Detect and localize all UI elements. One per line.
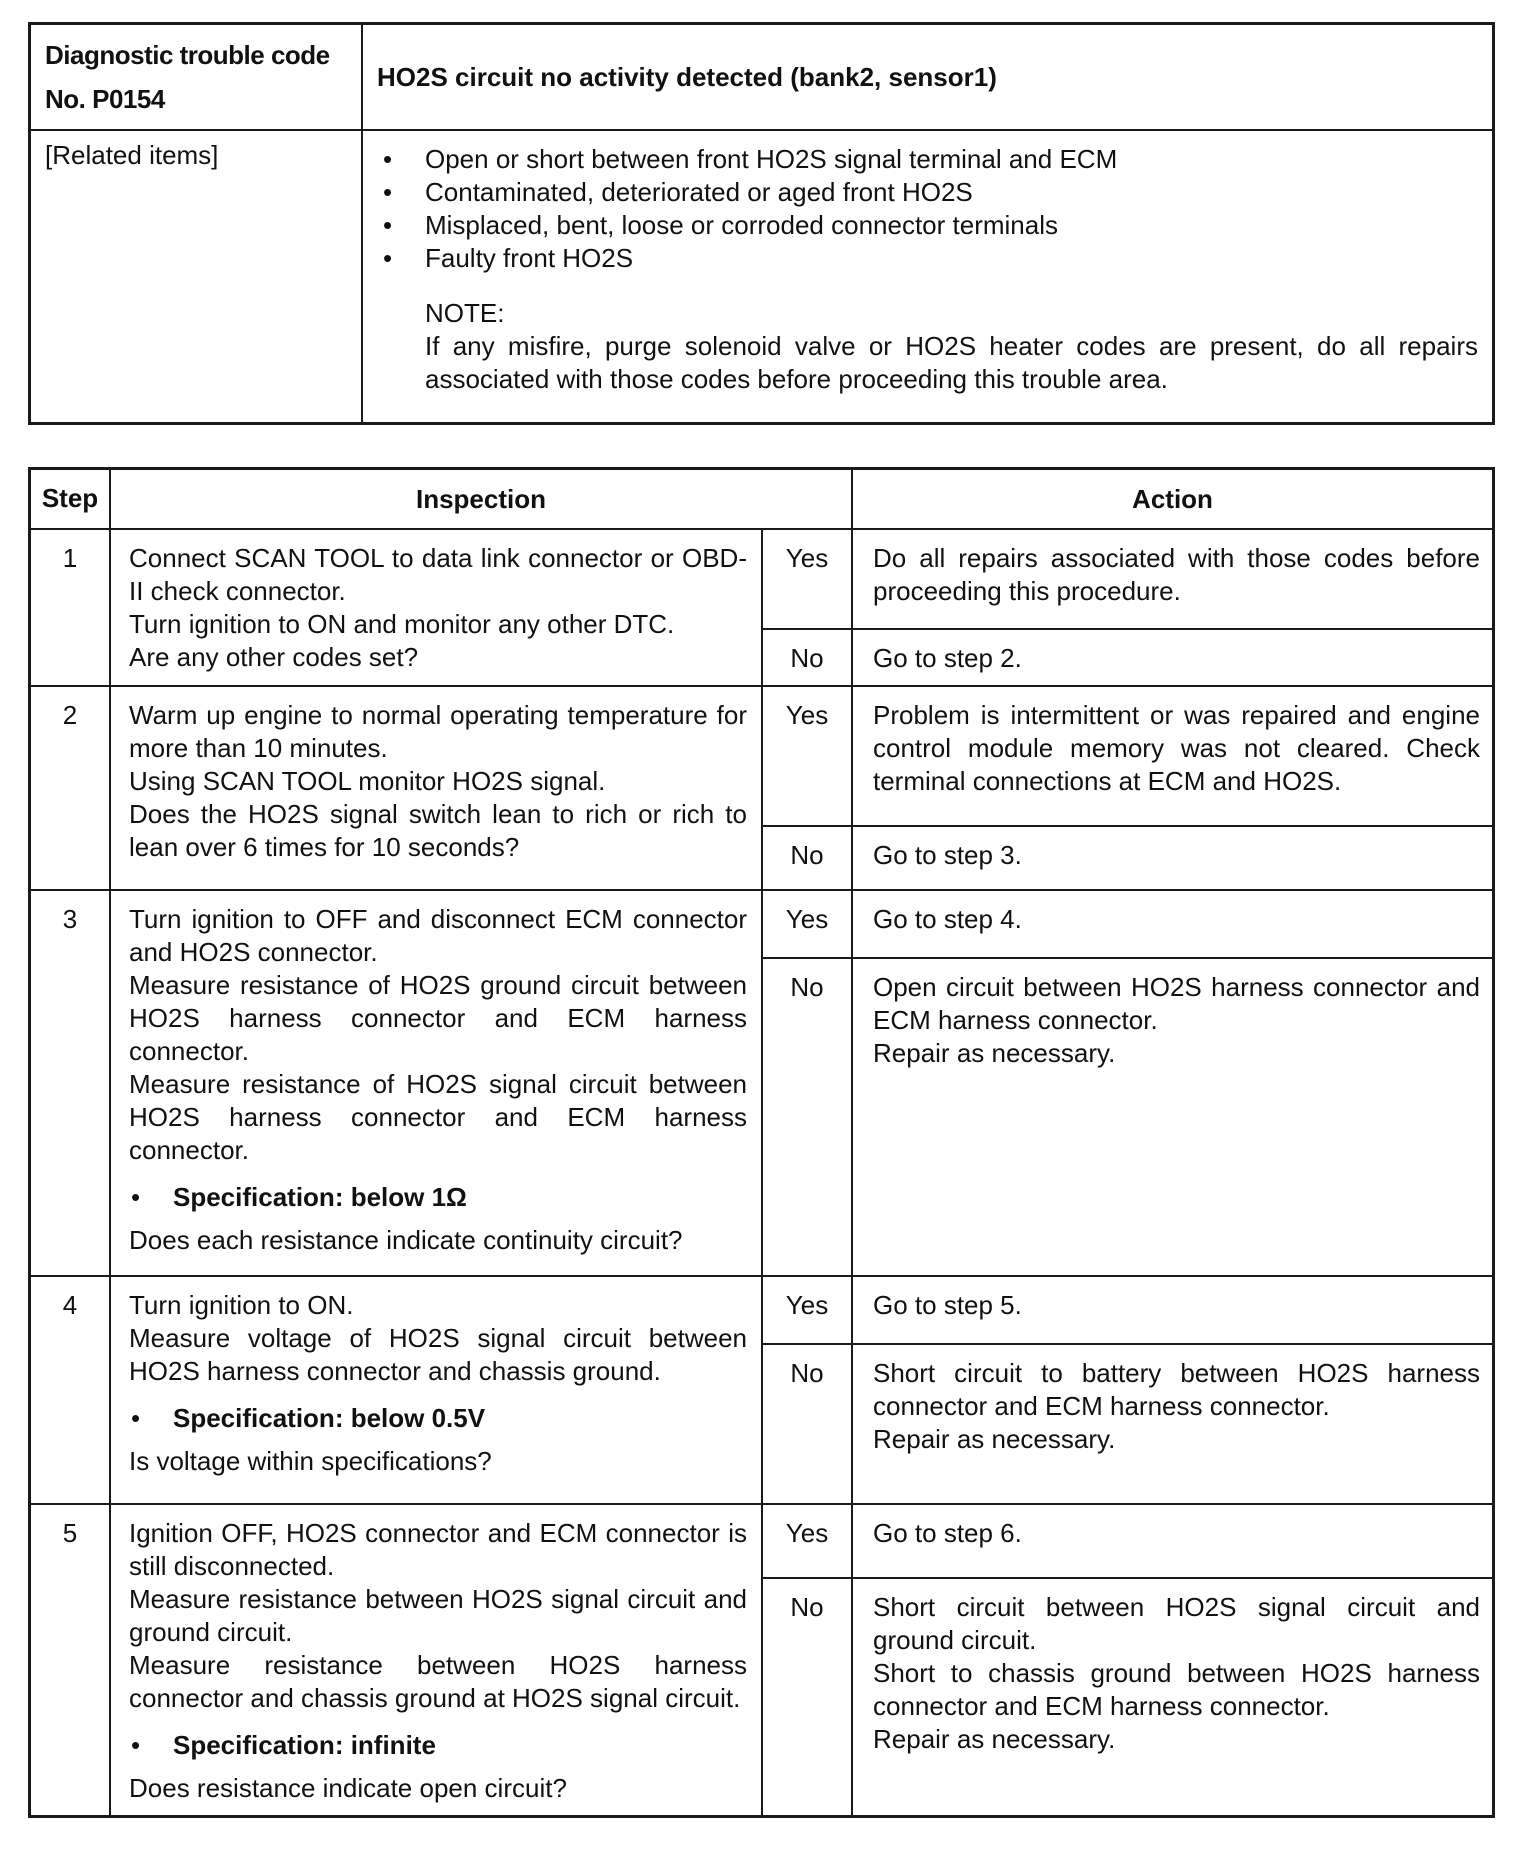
step-inspection [110, 529, 762, 686]
no-action-line: Repair as necessary. [873, 1724, 1116, 1755]
specification: • Specification: infinite [129, 1729, 747, 1762]
step-row [30, 686, 1494, 826]
no-action-line: Short circuit to battery between HO2S harness connector and ECM harness connector. [873, 1358, 1480, 1421]
no-action-line: Repair as necessary. [873, 1038, 1116, 1068]
no-action: Go to step 2. [852, 629, 1494, 686]
specification: • Specification: below 0.5V [129, 1402, 747, 1435]
inspection-question: Does each resistance indicate continuity circuit? [129, 1225, 683, 1255]
yes-label: Yes [762, 1276, 852, 1344]
dtc-header-row [30, 24, 1494, 131]
yes-label: Yes [762, 686, 852, 826]
step-number: 2 [30, 686, 111, 890]
inspection-line: Measure resistance of HO2S signal circuit between HO2S harness connector and ECM harness connector. [129, 1069, 747, 1165]
related-item: • Contaminated, deteriorated or aged front HO2S [377, 176, 1478, 209]
no-label: No [762, 958, 852, 1276]
inspection-line: Measure resistance between HO2S harness connector and chassis ground at HO2S signal circuit. [129, 1650, 747, 1713]
step-inspection [110, 1276, 762, 1504]
yes-action: Do all repairs associated with those codes before proceeding this procedure. [852, 529, 1494, 629]
no-action [852, 1344, 1494, 1504]
related-items-label: [Related items] [30, 130, 363, 423]
dtc-table [28, 22, 1495, 425]
related-items-list [377, 143, 1478, 275]
inspection-line: Turn ignition to ON. [129, 1290, 354, 1320]
inspection-line: Measure resistance of HO2S ground circuit between HO2S harness connector and ECM harness connector. [129, 970, 747, 1066]
procedure-header-row [30, 469, 1494, 530]
related-item: • Misplaced, bent, loose or corroded connector terminals [377, 209, 1478, 242]
inspection-header: Inspection [110, 469, 852, 530]
no-action-line: Open circuit between HO2S harness connector and ECM harness connector. [873, 972, 1480, 1035]
action-header: Action [852, 469, 1494, 530]
note-block [425, 297, 1478, 396]
step-inspection [110, 890, 762, 1276]
inspection-question: Is voltage within specifications? [129, 1446, 492, 1476]
inspection-line: Using SCAN TOOL monitor HO2S signal. [129, 766, 606, 796]
inspection-question: Does resistance indicate open circuit? [129, 1773, 567, 1803]
dtc-label-cell [30, 24, 363, 131]
step-row [30, 1504, 1494, 1578]
dtc-title: HO2S circuit no activity detected (bank2, sensor1) [362, 24, 1494, 131]
dtc-label-line1: Diagnostic trouble code [45, 40, 330, 70]
inspection-line: Turn ignition to ON and monitor any other DTC. [129, 609, 675, 639]
step-number: 5 [30, 1504, 111, 1817]
step-row [30, 890, 1494, 958]
yes-label: Yes [762, 1504, 852, 1578]
no-label: No [762, 629, 852, 686]
step-header: Step [30, 469, 111, 530]
step-inspection [110, 686, 762, 890]
yes-action: Problem is intermittent or was repaired and engine control module memory was not cleared. Check terminal connections at ECM and HO2S. [852, 686, 1494, 826]
yes-label: Yes [762, 529, 852, 629]
step-row [30, 1276, 1494, 1344]
procedure-table [28, 467, 1495, 1818]
inspection-question: Are any other codes set? [129, 642, 419, 672]
no-label: No [762, 826, 852, 890]
step-number: 3 [30, 890, 111, 1276]
step-number: 4 [30, 1276, 111, 1504]
inspection-line: Measure resistance between HO2S signal circuit and ground circuit. [129, 1584, 747, 1647]
inspection-question: Does the HO2S signal switch lean to rich or rich to lean over 6 times for 10 seconds? [129, 799, 747, 862]
inspection-line: Warm up engine to normal operating temperature for more than 10 minutes. [129, 700, 747, 763]
related-item: • Open or short between front HO2S signal terminal and ECM [377, 143, 1478, 176]
related-items-cell [362, 130, 1494, 423]
no-action-line: Short to chassis ground between HO2S harness connector and ECM harness connector. [873, 1658, 1480, 1722]
dtc-code: No. P0154 [45, 84, 165, 114]
no-action [852, 1578, 1494, 1816]
no-action-line: Repair as necessary. [873, 1424, 1116, 1454]
yes-action: Go to step 5. [852, 1276, 1494, 1344]
no-action [852, 958, 1494, 1276]
note-label: NOTE: [425, 298, 505, 328]
inspection-line: Measure voltage of HO2S signal circuit between HO2S harness connector and chassis ground. [129, 1323, 747, 1386]
no-label: No [762, 1344, 852, 1504]
step-inspection [110, 1504, 762, 1817]
specification: • Specification: below 1Ω [129, 1181, 747, 1214]
yes-action: Go to step 4. [852, 890, 1494, 958]
related-items-row [30, 130, 1494, 423]
yes-action: Go to step 6. [852, 1504, 1494, 1578]
yes-label: Yes [762, 890, 852, 958]
no-action-line: Short circuit between HO2S signal circuit and ground circuit. [873, 1592, 1480, 1656]
no-action: Go to step 3. [852, 826, 1494, 890]
inspection-line: Ignition OFF, HO2S connector and ECM connector is still disconnected. [129, 1518, 747, 1581]
inspection-line: Turn ignition to OFF and disconnect ECM connector and HO2S connector. [129, 904, 747, 967]
inspection-line: Connect SCAN TOOL to data link connector or OBD-II check connector. [129, 543, 747, 606]
step-row [30, 529, 1494, 629]
note-text: If any misfire, purge solenoid valve or HO2S heater codes are present, do all repairs associated with those codes before proceeding this trouble area. [425, 331, 1478, 394]
related-item: • Faulty front HO2S [377, 242, 1478, 275]
step-number: 1 [30, 529, 111, 686]
no-label: No [762, 1578, 852, 1816]
